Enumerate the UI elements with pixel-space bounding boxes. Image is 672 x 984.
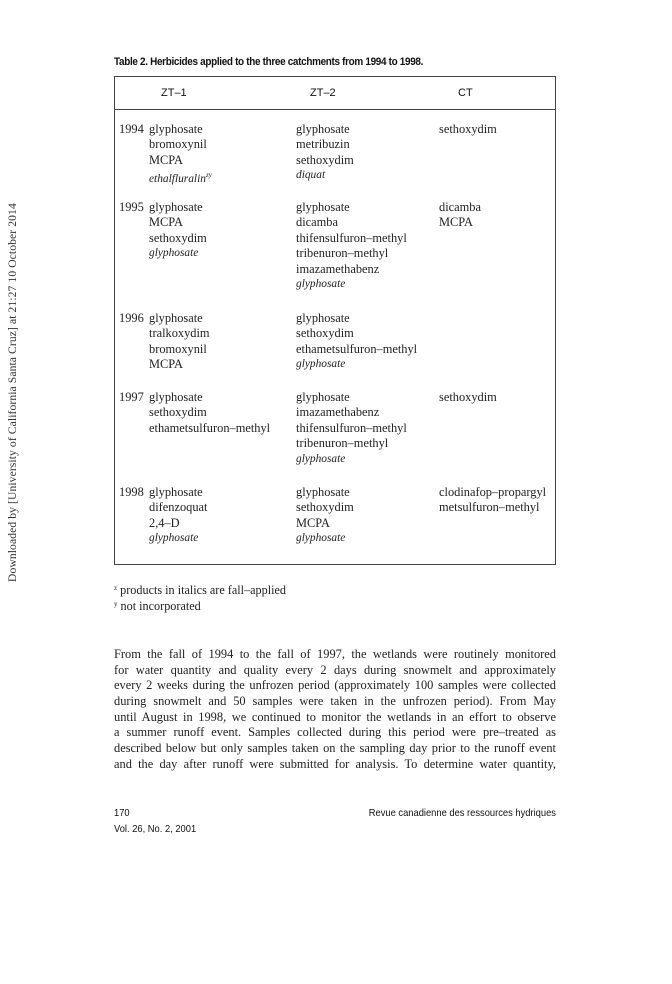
volume-info: Vol. 26, No. 2, 2001 (114, 824, 197, 835)
herbicide-fall-applied: glyphosate (296, 452, 346, 465)
herbicide: glyphosate (296, 390, 350, 404)
cell-1996-zt2 (296, 311, 417, 373)
herbicide: imazamethabenz (296, 405, 380, 420)
cell-1995-zt2 (296, 200, 407, 292)
cell-1997-zt2 (296, 390, 407, 467)
page-number: 170 (114, 808, 130, 819)
herbicide: MCPA (149, 357, 183, 372)
table-caption: Table 2. Herbicides applied to the three catchments from 1994 to 1998. (114, 56, 424, 68)
herbicide: clodinafop–propargyl (439, 485, 547, 499)
paragraph-line: From the fall of 1994 to the fall of 1997, the wetlands were routinely monitored (114, 647, 556, 661)
journal-name: Revue canadienne des ressources hydriques (368, 808, 556, 819)
herbicide: MCPA (149, 215, 183, 230)
herbicide-fall-applied: glyphosate (149, 532, 199, 545)
paragraph-line: during snowmelt and 50 samples were taken in the unfrozen period). From May (114, 693, 556, 708)
herbicide: glyphosate (296, 122, 350, 136)
download-watermark: Downloaded by [University of California Santa Cruz] at 21:27 10 October 2014 (6, 203, 19, 582)
year-1997: 1997 (119, 390, 144, 404)
herbicide: tribenuron–methyl (296, 436, 389, 451)
herbicide: sethoxydim (149, 230, 207, 245)
header-ct: CT (458, 87, 473, 99)
herbicide: bromoxynil (149, 137, 207, 152)
year-1994: 1994 (119, 122, 144, 136)
herbicide: difenzoquat (149, 500, 208, 515)
footnote-marks: zy (205, 171, 212, 180)
herbicide: MCPA (439, 215, 473, 230)
header-zt1: ZT–1 (161, 87, 187, 99)
herbicide: MCPA (296, 515, 330, 530)
herbicide: glyphosate (296, 311, 350, 325)
cell-1995-zt1 (149, 200, 207, 262)
herbicide-fall-applied: ethalfluralin$^{zy}$ (149, 171, 212, 186)
paragraph-line: a summer runoff event. Samples collected during this period were pre–treated as (114, 725, 556, 740)
herbicide: 2,4–D (149, 515, 180, 530)
cell-1998-zt1 (149, 485, 208, 547)
paragraph-line: for water quantity and quality every 2 days during snowmelt and approximately (114, 662, 556, 677)
herbicide: glyphosate (149, 200, 203, 214)
paragraph-line: every 2 weeks during the unfrozen period (approximately 100 samples were collected (114, 678, 556, 693)
cell-1994-ct (439, 122, 497, 137)
cell-1998-ct (439, 485, 546, 516)
herbicide-fall-applied: glyphosate (296, 278, 346, 291)
herbicide: bromoxynil (149, 341, 207, 356)
herbicide: sethoxydim (149, 405, 207, 420)
herbicide: dicamba (296, 215, 338, 230)
cell-1996-zt1 (149, 311, 210, 373)
herbicide: imazamethabenz (296, 261, 380, 276)
header-zt2: ZT–2 (310, 87, 336, 99)
herbicide: glyphosate (149, 122, 203, 136)
cell-1994-zt1 (149, 122, 212, 187)
paragraph-line: and the day after runoff were submitted for analysis. To determine water quantity, (114, 756, 556, 771)
year-1998: 1998 (119, 485, 144, 499)
herbicide: glyphosate (149, 390, 203, 404)
year-1996: 1996 (119, 311, 144, 325)
herbicide: sethoxydim (439, 390, 497, 404)
herbicide-table (114, 76, 556, 565)
header-rule (115, 109, 555, 110)
herbicide: MCPA (149, 152, 183, 167)
herbicide-fall-applied: glyphosate (296, 358, 346, 371)
herbicide: metribuzin (296, 137, 350, 152)
cell-1995-ct (439, 200, 481, 231)
herbicide: tribenuron–methyl (296, 246, 389, 261)
cell-1997-ct (439, 390, 497, 405)
herbicide-fall-applied: glyphosate (296, 532, 346, 545)
footnote-z: $^z$ products in italics are fall–applied (114, 583, 286, 597)
herbicide: sethoxydim (296, 500, 354, 515)
herbicide: glyphosate (149, 311, 203, 325)
year-1995: 1995 (119, 200, 144, 214)
herbicide: ethametsulfuron–methyl (296, 341, 418, 356)
herbicide-fall-applied: diquat (296, 169, 326, 182)
cell-1994-zt2 (296, 122, 354, 184)
herbicide: thifensulfuron–methyl (296, 420, 407, 435)
herbicide: glyphosate (296, 200, 350, 214)
herbicide: sethoxydim (296, 326, 354, 341)
herbicide: thifensulfuron–methyl (296, 230, 407, 245)
footnote-y: $^y$ not incorporated (114, 599, 201, 613)
paragraph-line: until August in 1998, we continued to monitor the wetlands in an effort to observe (114, 709, 556, 724)
herbicide: ethametsulfuron–methyl (149, 420, 271, 435)
herbicide: sethoxydim (296, 152, 354, 167)
herbicide: glyphosate (296, 485, 350, 499)
herbicide: dicamba (439, 200, 481, 214)
herbicide: glyphosate (149, 485, 203, 499)
body-paragraph (114, 647, 556, 772)
cell-1998-zt2 (296, 485, 354, 547)
herbicide: sethoxydim (439, 122, 497, 136)
cell-1997-zt1 (149, 390, 270, 436)
paragraph-line: described below but only samples taken on the sampling day prior to the runoff event (114, 740, 556, 755)
herbicide: metsulfuron–methyl (439, 500, 540, 515)
herbicide: tralkoxydim (149, 326, 210, 341)
herbicide-fall-applied: glyphosate (149, 247, 199, 260)
